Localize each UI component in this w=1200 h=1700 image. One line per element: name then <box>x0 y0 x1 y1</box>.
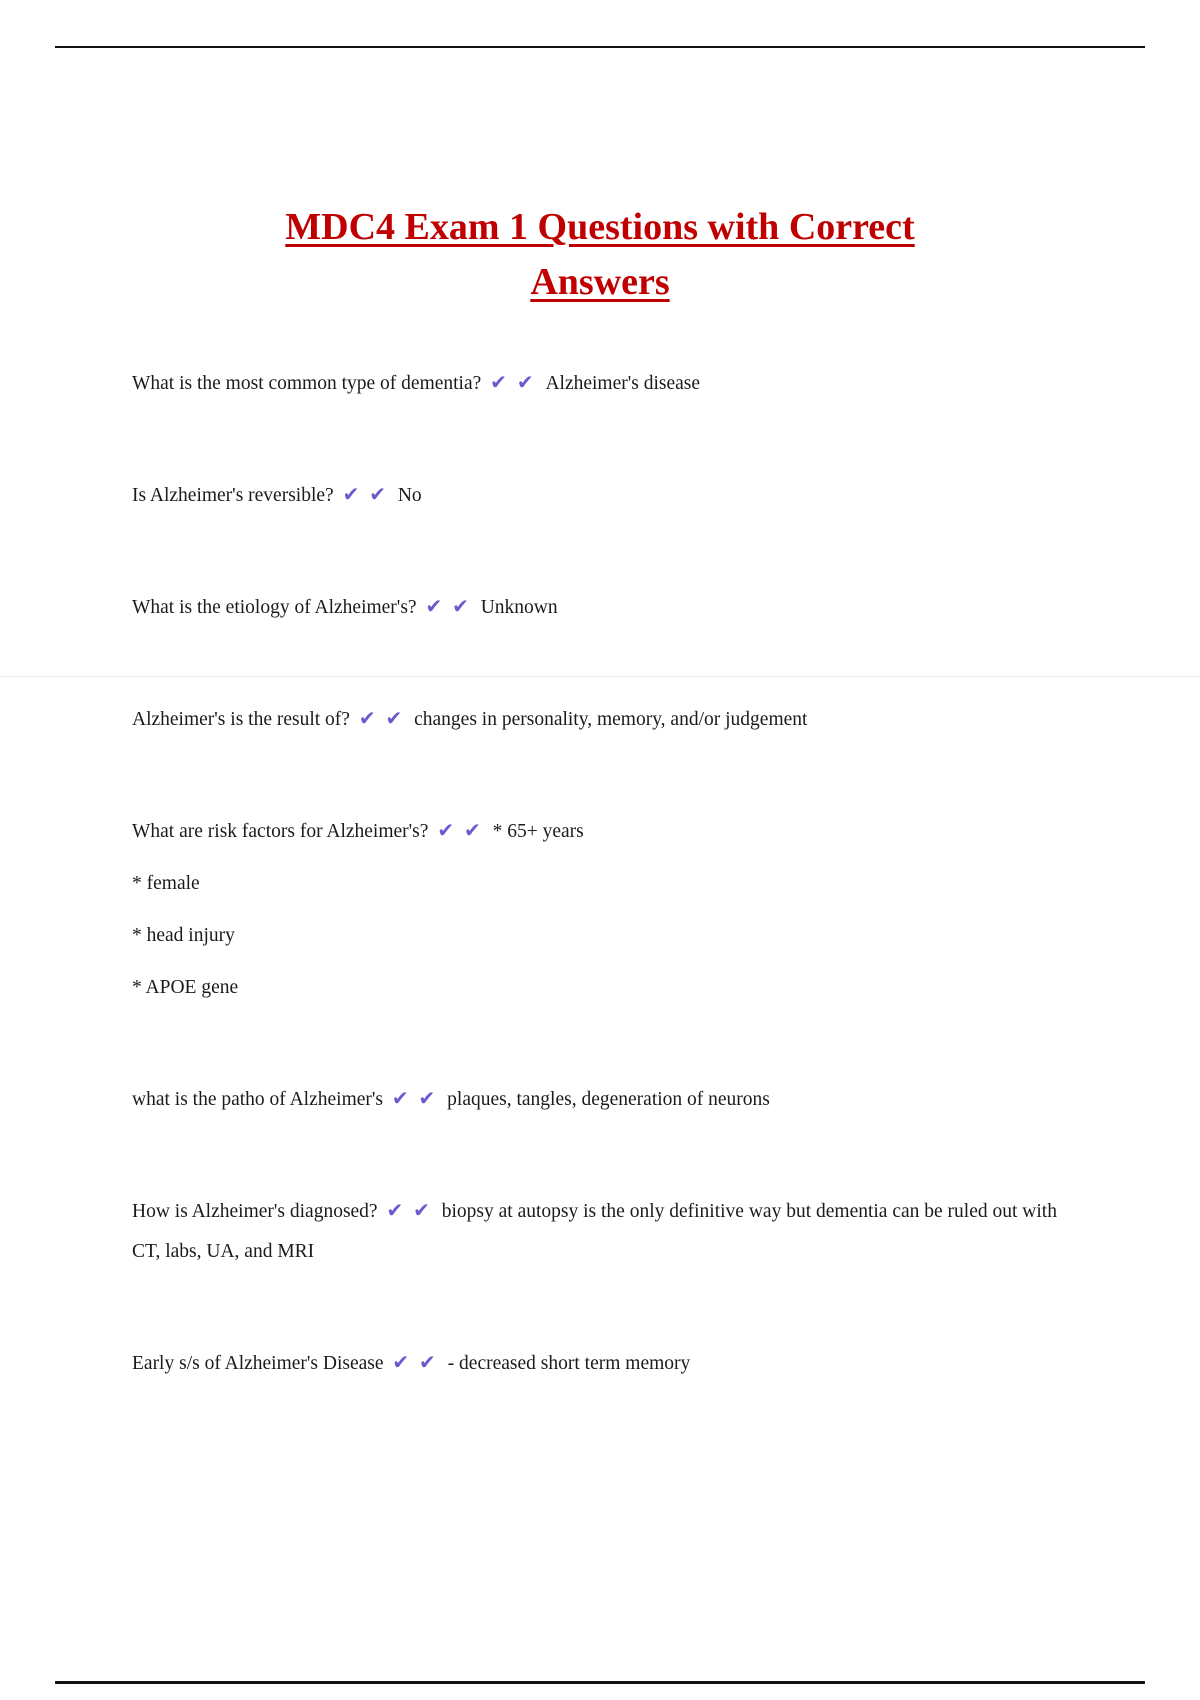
answer-text: * 65+ years <box>492 821 584 843</box>
check-icon: ✔ <box>385 706 403 731</box>
page-title: MDC4 Exam 1 Questions with Correct Answers <box>285 206 915 304</box>
top-rule <box>55 46 1145 48</box>
qa-line <box>132 586 1065 628</box>
check-icon: ✔ <box>358 706 376 731</box>
qa-item <box>132 1078 1065 1120</box>
qa-line <box>132 474 1065 516</box>
check-icon: ✔ <box>391 1085 409 1110</box>
bottom-rule <box>55 1681 1145 1684</box>
answer-text: - decreased short term memory <box>447 1352 691 1374</box>
qa-line <box>132 1190 1065 1272</box>
answer-bullet: * head injury <box>132 925 235 946</box>
qa-line <box>132 362 1065 404</box>
qa-item <box>132 474 1065 516</box>
answer-text: Alzheimer's disease <box>545 373 701 395</box>
answer-bullet: * female <box>132 873 200 895</box>
check-icon: ✔ <box>418 1085 436 1110</box>
answer-bullet: * APOE gene <box>132 976 239 998</box>
question-text: Alzheimer's is the result of? <box>132 709 350 731</box>
qa-item <box>132 810 1065 1008</box>
answer-text: plaques, tangles, degeneration of neurons <box>447 1088 770 1110</box>
check-icon: ✔ <box>452 594 469 619</box>
check-icon: ✔ <box>386 1197 404 1222</box>
question-text: What is the most common type of dementia? <box>132 373 482 395</box>
qa-line <box>132 810 1065 852</box>
check-icon: ✔ <box>342 482 360 507</box>
check-icon: ✔ <box>425 594 443 619</box>
check-icon: ✔ <box>490 370 507 395</box>
question-text: what is the patho of Alzheimer's <box>132 1088 383 1110</box>
qa-item <box>132 586 1065 628</box>
check-icon: ✔ <box>463 818 481 843</box>
question-text: What is the etiology of Alzheimer's? <box>132 597 417 619</box>
qa-line <box>132 1078 1065 1120</box>
answer-text: Unknown <box>480 597 558 619</box>
qa-line <box>132 698 1065 740</box>
answer-text: biopsy at autopsy is the only definitive way but dementia can be ruled out with CT, labs, UA, and MRI <box>132 1200 1057 1262</box>
check-icon: ✔ <box>392 1349 410 1374</box>
question-text: Early s/s of Alzheimer's Disease <box>132 1352 384 1374</box>
check-icon: ✔ <box>437 818 455 843</box>
check-icon: ✔ <box>419 1349 436 1374</box>
answer-text: No <box>397 485 422 507</box>
question-text: How is Alzheimer's diagnosed? <box>132 1200 378 1222</box>
check-icon: ✔ <box>413 1197 430 1222</box>
scan-artifact-line <box>0 676 1200 677</box>
answer-text: changes in personality, memory, and/or judgement <box>414 709 808 731</box>
question-text: Is Alzheimer's reversible? <box>132 485 334 507</box>
check-icon: ✔ <box>369 482 386 507</box>
question-text: What are risk factors for Alzheimer's? <box>132 821 429 843</box>
qa-item <box>132 362 1065 404</box>
qa-item <box>132 698 1065 740</box>
qa-item <box>132 1190 1065 1272</box>
check-icon: ✔ <box>516 370 534 395</box>
qa-item <box>132 1342 1065 1384</box>
qa-line <box>132 1342 1065 1384</box>
qa-list <box>132 362 1065 1384</box>
